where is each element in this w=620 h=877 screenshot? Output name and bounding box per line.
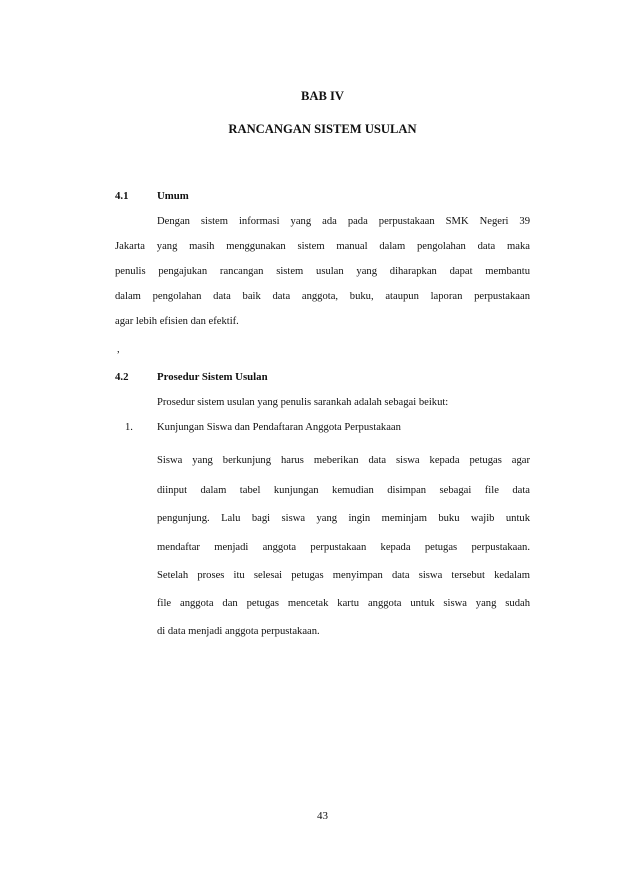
section-2-intro: Prosedur sistem usulan yang penulis sarankah adalah sebagai beikut: xyxy=(157,397,449,408)
section-1-line-3: penulis pengajukan rancangan sistem usulan yang diharapkan dapat membantu xyxy=(115,266,530,277)
list-item-1-line-1: Siswa yang berkunjung harus meberikan data siswa kepada petugas agar xyxy=(157,455,530,466)
section-1-line-4: dalam pengolahan data baik data anggota, buku, ataupun laporan perpustakaan xyxy=(115,291,530,302)
section-1-line-5: agar lebih efisien dan efektif. xyxy=(115,316,239,327)
list-item-1-line-5: Setelah proses itu selesai petugas menyimpan data siswa tersebut kedalam xyxy=(157,570,530,581)
list-item-1-title: Kunjungan Siswa dan Pendaftaran Anggota Perpustakaan xyxy=(157,422,401,433)
section-1-line-1: Dengan sistem informasi yang ada pada perpustakaan SMK Negeri 39 xyxy=(157,216,530,227)
stray-mark: , xyxy=(117,344,120,355)
list-item-1-line-7: di data menjadi anggota perpustakaan. xyxy=(157,626,320,637)
list-item-1-number: 1. xyxy=(125,422,133,433)
list-item-1-line-4: mendaftar menjadi anggota perpustakaan kepada petugas perpustakaan. xyxy=(157,542,530,553)
section-2-title: Prosedur Sistem Usulan xyxy=(157,371,268,383)
section-1-title: Umum xyxy=(157,190,189,202)
list-item-1-line-6: file anggota dan petugas mencetak kartu anggota untuk siswa yang sudah xyxy=(157,598,530,609)
page-number: 43 xyxy=(317,810,328,822)
list-item-1-line-2: diinput dalam tabel kunjungan kemudian disimpan sebagai file data xyxy=(157,485,530,496)
section-2-number: 4.2 xyxy=(115,371,129,383)
section-1-line-2: Jakarta yang masih menggunakan sistem manual dalam pengolahan data maka xyxy=(115,241,530,252)
section-1-number: 4.1 xyxy=(115,190,129,202)
chapter-title: RANCANGAN SISTEM USULAN xyxy=(228,122,417,136)
list-item-1-line-3: pengunjung. Lalu bagi siswa yang ingin meminjam buku wajib untuk xyxy=(157,513,530,524)
chapter-number: BAB IV xyxy=(300,89,345,103)
